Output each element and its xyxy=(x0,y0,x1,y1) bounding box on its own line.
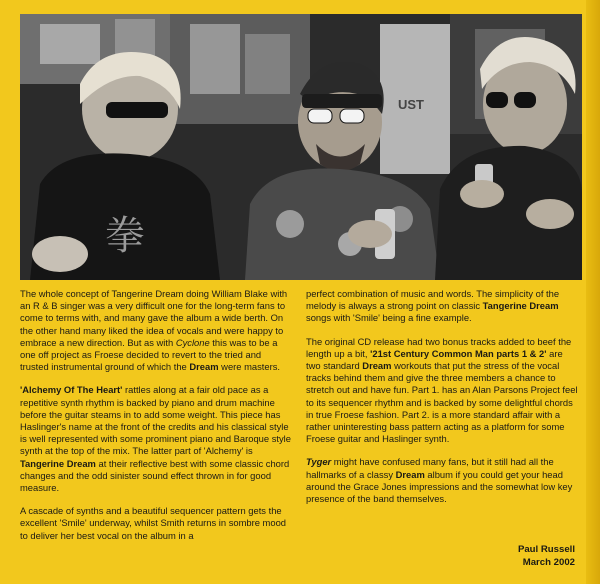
paragraph-alchemy xyxy=(20,384,292,494)
text-span: perfect combination of music and words. The simplicity of the melody is always a strong point on classic xyxy=(306,288,560,312)
text-span: The whole concept of Tangerine Dream doing William Blake with an R & B singer was a very difficult one for the long-term fans to come to terms with, and many gave the album a wide berth. On the other hand many liked the idea of vocals and were happy to embrace a new direction. But as with xyxy=(20,288,288,348)
text-span: workouts that put the stress of the vocal tracks behind them and give the three members a chance to stretch out and have fun. Part 1. has an Alan Parsons Project feel to its sequencer rhythm and is backed by some delightful chords in true Froese fashion. Part 2. is a more standard affair with a rather uninteresting bass pattern acting as a platform for some Froese guitar and Haslinger synth. xyxy=(306,360,578,445)
article-left-column xyxy=(20,288,292,553)
svg-text:拳: 拳 xyxy=(105,213,145,259)
track-title: '21st Century Common Man parts 1 & 2' xyxy=(370,347,547,359)
paragraph-intro xyxy=(20,288,292,373)
text-span: are two standard xyxy=(306,347,563,372)
band-name: Dream xyxy=(395,468,425,480)
article-right-column xyxy=(306,288,578,516)
text-span: songs with 'Smile' being a fine example. xyxy=(306,312,472,324)
band-name: Dream xyxy=(189,361,219,373)
paragraph-smile xyxy=(20,505,292,542)
album-title-tyger: Tyger xyxy=(306,456,332,468)
author-name: Paul Russell xyxy=(517,544,575,555)
page-fold xyxy=(586,0,600,584)
band-photo xyxy=(20,14,582,280)
text-span: were masters. xyxy=(218,361,281,373)
album-title-cyclone: Cyclone xyxy=(175,336,210,348)
paragraph-smile-cont xyxy=(306,288,578,325)
band-name: Tangerine Dream xyxy=(20,457,96,469)
paragraph-bonus-tracks xyxy=(306,336,578,446)
text-span: at their reflective best with some classic chord changes and the odd sinister sound effect thrown in for good measure. xyxy=(20,457,290,494)
text-span: A cascade of synths and a beautiful sequencer pattern gets the excellent 'Smile' underway, whilst Smith returns in sombre mood to deliver her best vocal on the album in a xyxy=(20,505,287,541)
band-photo-illustration xyxy=(20,14,582,280)
text-span: might have confused many fans, but it still had all the hallmarks of a classy xyxy=(306,456,554,480)
track-title: 'Alchemy Of The Heart' xyxy=(20,384,123,396)
band-name: Dream xyxy=(362,360,392,372)
text-span: The original CD release had two bonus tracks added to beef the length up a bit, xyxy=(306,335,572,359)
band-name: Tangerine Dream xyxy=(482,300,559,312)
signature-date: March 2002 xyxy=(522,556,575,568)
text-span: album if you could get your head around the Grace Jones impressions and the somewhat low key presence of the band themselves. xyxy=(306,468,573,505)
text-span: rattles along at a fair old pace as a repetitive synth rhythm is backed by piano and drum machine before the guitar steams in to add some weight. This piece has Haslinger's name at the front of the credits and his classical style is well represented with some prominent piano and Baroque style synth at the top of the mix. The latter part of 'Alchemy' is xyxy=(20,384,291,457)
text-span: this was to be a one off project as Froese decided to revert to the tried and trusted instrumental ground of which the xyxy=(20,336,278,373)
paragraph-tyger xyxy=(306,456,578,505)
signature-block xyxy=(518,544,575,569)
shirt-print: UST xyxy=(398,97,424,112)
